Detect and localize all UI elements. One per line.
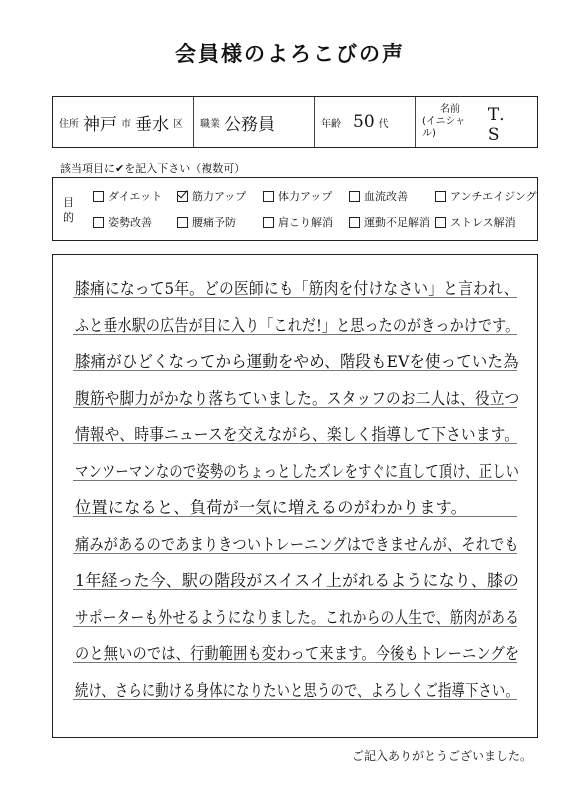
checkbox-icon (349, 191, 360, 202)
handwritten-line: 膝痛がひどくなってから運動をやめ、階段もEVを使っていた為 (75, 352, 519, 371)
options-row-2 (93, 214, 555, 230)
option-label: 筋力アップ (192, 190, 247, 203)
checkbox-icon (435, 217, 446, 228)
handwritten-line: マンツーマンなので姿勢のちょっとしたズレをすぐに直して頂け、正しい (75, 461, 520, 481)
address-cell (53, 97, 194, 147)
option-label: 姿勢改善 (108, 216, 152, 229)
initial-value: T．S (487, 104, 517, 145)
option-options_row2-0 (93, 214, 177, 230)
purpose-box (52, 177, 538, 241)
option-label: 体力アップ (278, 190, 333, 203)
option-options_row2-3 (349, 214, 435, 230)
handwritten-line: 情報や、時事ニュースを交えながら、楽しく指導して下さいます。 (75, 425, 520, 444)
handwritten-line: サポーターも外せるようになりました。これからの人生で、筋肉がある (75, 607, 520, 627)
handwritten-line: 腹筋や脚力がかなり落ちていました。スタッフのお二人は、役立つ (75, 388, 520, 408)
checkbox-icon (93, 191, 104, 202)
page-title: 会員様のよろこびの声 (175, 42, 405, 66)
ward-suffix: 区 (173, 118, 183, 130)
checkbox-icon (263, 191, 274, 202)
option-label: 運動不足解消 (364, 216, 430, 229)
name-label: 名前 (439, 104, 460, 115)
handwritten-line: 位置になると、負荷が一気に増えるのがわかります。 (75, 498, 468, 517)
checkbox-icon (177, 217, 188, 228)
checkbox-icon (435, 191, 446, 202)
option-label: 血流改善 (364, 190, 408, 203)
city-suffix: 市 (121, 118, 131, 130)
name-cell (416, 97, 537, 147)
age-suffix: 代 (378, 118, 389, 130)
initial-label: (イニシャル) (422, 116, 466, 139)
age-value: 50 (353, 112, 375, 132)
option-label: ダイエット (108, 190, 163, 203)
handwritten-line: のと無いのでは、行動範囲も変わって来ます。今後もトレーニングを (75, 644, 520, 663)
handwritten-line: 続け、さらに動ける身体になりたいと思うので、よろしくご指導下さい。 (75, 680, 519, 700)
option-options_row2-2 (263, 214, 349, 230)
handwritten-line: 膝痛になって5年。どの医師にも「筋肉を付けなさい」と言われ、 (75, 279, 519, 298)
checkbox-icon (263, 217, 274, 228)
option-options_row1-2 (263, 188, 349, 204)
thanks-text: ご記入ありがとうございました。 (351, 749, 532, 763)
checkbox-icon (93, 217, 104, 228)
handwritten-line: 1年経った今、駅の階段がスイスイ上がれるようになり、膝の (75, 571, 520, 590)
option-options_row1-0 (93, 188, 177, 204)
purpose-label: 目的 (63, 196, 74, 224)
checked-box-icon (177, 191, 188, 202)
job-label: 職業 (200, 118, 220, 130)
option-options_row2-1 (177, 214, 263, 230)
ward-value: 垂水 (135, 114, 169, 135)
option-label: 肩こり解消 (278, 216, 333, 229)
option-label: アンチエイジング (450, 190, 537, 203)
option-options_row1-3 (349, 188, 435, 204)
message-box (52, 254, 538, 738)
age-cell (315, 97, 416, 147)
option-label: ストレス解消 (450, 216, 516, 229)
options-row-1 (93, 188, 555, 204)
age-label: 年齢 (321, 118, 341, 130)
checkbox-icon (349, 217, 360, 228)
category-instruction: 該当項目に✔を記入下さい（複数可） (60, 162, 246, 175)
job-cell (194, 97, 315, 147)
handwritten-line: 痛みがあるのであまりきついトレーニングはできませんが、それでも (75, 534, 519, 554)
city-value: 神戸 (83, 114, 117, 135)
option-options_row1-4 (435, 188, 555, 204)
address-label: 住所 (59, 118, 79, 130)
customer-info-box (52, 96, 538, 148)
option-label: 腰痛予防 (192, 216, 236, 229)
job-value: 公務員 (224, 114, 275, 135)
option-options_row1-1 (177, 188, 263, 204)
handwritten-line: ふと垂水駅の広告が目に入り「これだ!」と思ったのがきっかけです。 (75, 315, 520, 335)
option-options_row2-4 (435, 214, 555, 230)
